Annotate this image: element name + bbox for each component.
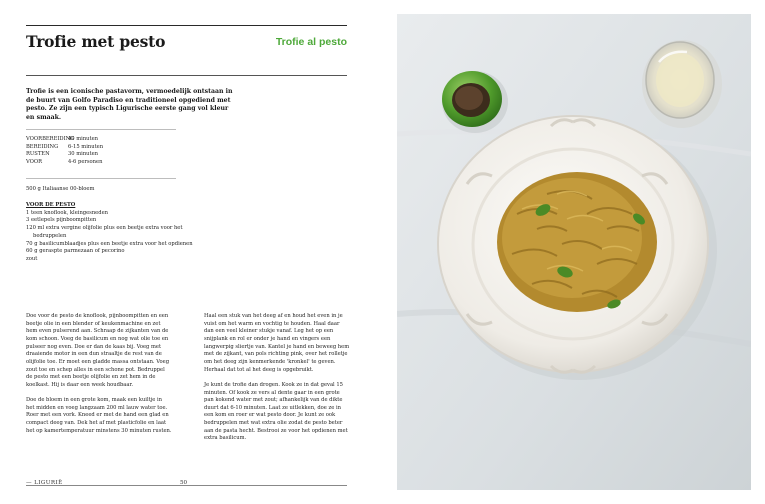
time-value: 40 minuten <box>68 136 99 142</box>
time-row <box>26 144 103 152</box>
time-label: BEREIDING <box>26 143 59 150</box>
time-row <box>26 159 103 167</box>
method-column-1 <box>26 313 172 443</box>
time-info <box>26 136 103 167</box>
dish-illustration <box>397 14 751 490</box>
footer-section-label: LIGURIË <box>34 480 63 486</box>
divider <box>26 178 176 179</box>
ingredient-line: 60 g geraspte parmezaan of pecorino <box>26 248 125 255</box>
method-paragraph: Doe voor de pesto de knoflook, pijnboompitten en een beetje olie in een blender of keukenmachine en zet hem even pulserend aan. Schraap de zijkanten van de kom schoon. Voeg de basilicum en nog wat olie toe en pulseer nog even. Doe er dan de kaas bij. Voeg met draaiende motor in een dun straaltje de rest van de olijfolie toe. Er moet een gladde massa ontstaan. Voeg zout toe en schep alles in een schone pot. Bedruppel de pesto met een beetje olijfolie en zet hem in de koelkast. Hij is daar een week houdbaar. <box>26 313 170 388</box>
ingredient-line: 3 eetlepels pijnboompitten <box>26 217 97 224</box>
time-row <box>26 136 103 144</box>
divider <box>26 129 176 130</box>
recipe-page <box>0 0 382 504</box>
dish-photo <box>397 14 751 490</box>
time-value: 30 minuten <box>68 151 99 158</box>
method-paragraph: Doe de bloem in een grote kom, maak een kuiltje in het midden en voeg langzaam 200 ml lauw water toe. Roer met een vork. Kneed er met de hand een glad en compact deeg van. Dek het af met plasticfolie en laat het op kamertemperatuur minstens 30 minuten rusten. <box>26 397 172 434</box>
pepper-bowl <box>442 71 508 133</box>
time-row <box>26 151 103 159</box>
ingredient-line: 70 g basilicumblaadjes plus een beetje extra voor het opdienen <box>26 240 193 247</box>
ingredient-line: 1 teen knoflook, kleingesneden <box>26 209 108 216</box>
pesto-heading: VOOR DE PESTO <box>26 202 76 208</box>
ingredient-line: zout <box>26 255 38 262</box>
method-column-2 <box>204 313 350 451</box>
time-value: 4-6 personen <box>68 159 103 166</box>
footer-section: — LIGURIË <box>26 480 63 486</box>
top-rule <box>26 25 347 26</box>
ingredient-line: 120 ml extra vergine olijfolie plus een beetje extra voor het <box>26 225 183 232</box>
flour-ingredient: 500 g Italiaanse 00-bloem <box>26 186 95 192</box>
header-rule <box>26 75 347 76</box>
wine-glass <box>642 40 722 128</box>
method-paragraph: Haal een stuk van het deeg af en houd het even in je vuist om het warm en vochtig te houden. Haal daar dan een veel kleiner stukje vanaf. Leg het op een snijplank en rol er onder je hand en vingers een langwerpig sliertje van. Kantel je hand en beweeg hem met de zijkant, van pols richting pink, over het rolletje om het deeg zijn kenmerkende 'kronkel' te geven. Herhaal dat tot al het deeg is opgebruikt. <box>204 313 350 373</box>
page-number: 50 <box>180 480 188 486</box>
time-label: VOORBEREIDING <box>26 136 75 142</box>
time-label: VOOR <box>26 159 43 166</box>
pasta-pile <box>497 172 657 312</box>
time-value: 6-15 minuten <box>68 143 104 150</box>
time-label: RUSTEN <box>26 151 50 158</box>
recipe-title: Trofie met pesto <box>26 32 166 51</box>
recipe-subtitle: Trofie al pesto <box>275 36 347 48</box>
pesto-ingredients <box>26 202 196 264</box>
method-paragraph: Je kunt de trofie dan drogen. Kook ze in dat geval 15 minuten. Of kook ze vers al dente gaar in een grote pan kokend water met zout; afhankelijk van de dikte duurt dat 6-10 minuten. Laat ze uitlekken, doe ze in een kom en roer er wat pesto door. Je kunt ze ook bedruppelen met wat extra olie zodat de pesto beter aan de pasta hecht. Bestrooi ze voor het opdienen met extra basilicum. <box>204 381 348 442</box>
intro-paragraph: Trofie is een iconische pastavorm, vermoedelijk ontstaan in de buurt van Golfo Paradiso en traditioneel opgediend met pesto. Ze zijn een typisch Ligurische eerste gang vol kleur en smaak. <box>26 88 233 121</box>
ingredient-line: bedruppelen <box>33 232 67 239</box>
